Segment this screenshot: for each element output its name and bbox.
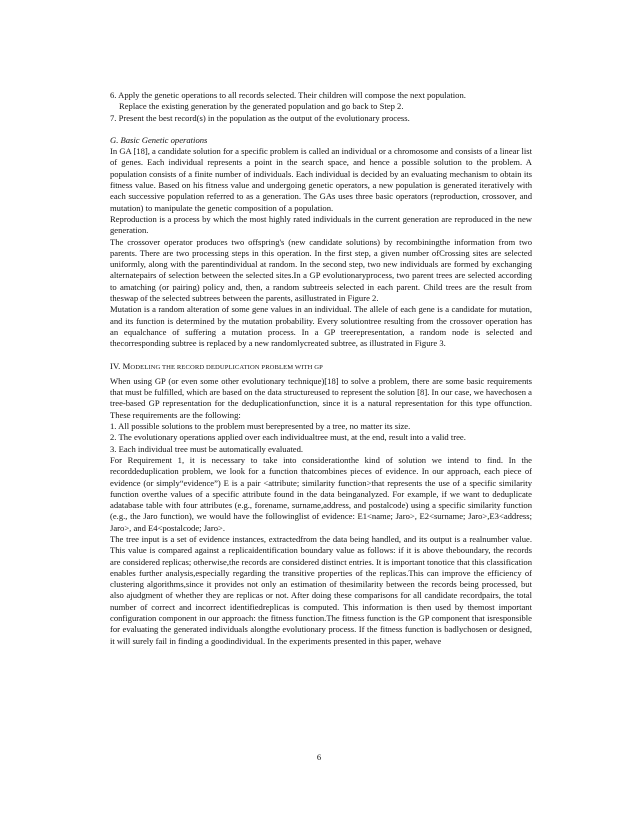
section-iv-paragraph-3: The tree input is a set of evidence instances, extractedfrom the data being handled, and its output is a realnumber value. This value is compared against a replicaidentification boundary value as follows: if it is above theboundary, the records are considered replicas; otherwise,the records are considered distinct entries. It is important tonotice that this classification enables further analysis,especially regarding the transitive properties of the replicas.This can improve the efficiency of clustering algorithms,since it provides not only an estimation of thesimilarity between the records being processed, but also ajudgment of whether they are replicas or not. After doing these comparisons for all candidate recordpairs, the total number of correct and incorrect identifiedreplicas is computed. This information is then used by themost important configuration component in our approach: the fitness function.The fitness function is the GP component that isresponsible for evaluating the generated individuals alongthe evolutionary process. If the fitness function is badlychosen or designed, it will surely fail in finding a goodindividual. In the experiments presented in this paper, wehave — [110, 533, 532, 646]
section-iv-numeral: IV. — [110, 360, 123, 371]
algorithm-steps — [110, 90, 532, 124]
section-g-paragraph-1: In GA [18], a candidate solution for a specific problem is called an individual or a chromosome and consists of a linear list of genes. Each individual represents a point in the search space, and hence a possible solution to the problem. A population consists of a finite number of individuals. Each individual is decided by an evaluating mechanism to obtain its fitness value. Based on his fitness value and undergoing genetic operators, a new population is generated iteratively with each successive population referred to as a generation. The GAs uses three basic operators (reproduction, crossover, and mutation) to manipulate the genetic composition of a population. — [110, 146, 532, 213]
requirement-1: 1. All possible solutions to the problem must berepresented by a tree, no matter its size. — [110, 421, 411, 432]
section-g-paragraph-3: The crossover operator produces two offspring's (new candidate solutions) by recombiningthe information from two parents. There are two processing steps in this operation. In the first step, a given number ofCrossing sites are selected uniformly, along with the parentindividual at random. In the second step, two new individuals are formed by exchanging alternatepairs of selection between the selected sites.In a GP evolutionaryprocess, two parent trees are selected according to amatching (or pairing) policy and, then, a random subtreeis selected in each parent. Child trees are the result from theswap of the selected subtrees between the parents, asillustrated in Figure 2. — [110, 236, 532, 304]
section-g-paragraph-2: Reproduction is a process by which the most highly rated individuals in the current generation are reproduced in the new generation. — [110, 213, 532, 236]
page-body — [110, 90, 532, 647]
section-iv-paragraph-2: For Requirement 1, it is necessary to take into considerationthe kind of solution we intend to find. In the recorddeduplication problem, we look for a function thatcombines pieces of evidence. In our approach, each piece of evidence (or simply“evidence”) E is a pair <attribute; similarity function>that represents the use of a specific similarity function overthe values of a specific attribute found in the data beinganalyzed. For example, if we want to deduplicate adatabase table with four attributes (e.g., forename, surname,address, and postalcode) using a specific similarity function (e.g., the Jaro function), we would have the followinglist of evidence: E1<name; Jaro>, E2<surname; Jaro>,E3<address; Jaro>, and E4<postalcode; Jaro>. — [110, 454, 532, 533]
step-6: 6. Apply the genetic operations to all records selected. Their children will compose the next population. — [110, 90, 466, 100]
requirement-3: 3. Each individual tree must be automatically evaluated. — [110, 443, 304, 454]
step-6-continuation: Replace the existing generation by the generated population and go back to Step 2. — [119, 101, 404, 112]
section-iv-title: ODELING THE RECORD DEDUPLICATION PROBLEM WITH GP — [130, 363, 323, 371]
requirement-2: 2. The evolutionary operations applied over each individualtree must, at the end, result into a valid tree. — [110, 432, 466, 443]
section-iv-initial: M — [122, 360, 131, 371]
section-iv-heading — [110, 361, 532, 373]
page-number: 6 — [316, 752, 322, 762]
section-iv-paragraph-1: When using GP (or even some other evolutionary technique)[18] to solve a problem, there are some basic requirements that must be fulfilled, which are based on the data structureused to represent the solution [8]. In our case, we havechosen a tree-based GP representation for the deduplicationfunction, since it is a natural representation for this type offunction. These requirements are the following: — [110, 375, 532, 420]
section-g-heading: G. Basic Genetic operations — [110, 134, 208, 145]
section-g-paragraph-4: Mutation is a random alteration of some gene values in an individual. The allele of each gene is a candidate for mutation, and its function is determined by the mutation probability. Every solutiontree resulting from the crossover operation has an equalchance of suffering a mutation process. In a GP treerepresentation, a random node is selected and thecorresponding subtree is replaced by a new randomlycreated subtree, as illustrated in Figure 3. — [110, 304, 532, 349]
step-7: 7. Present the best record(s) in the population as the output of the evolutionary process. — [110, 112, 410, 123]
